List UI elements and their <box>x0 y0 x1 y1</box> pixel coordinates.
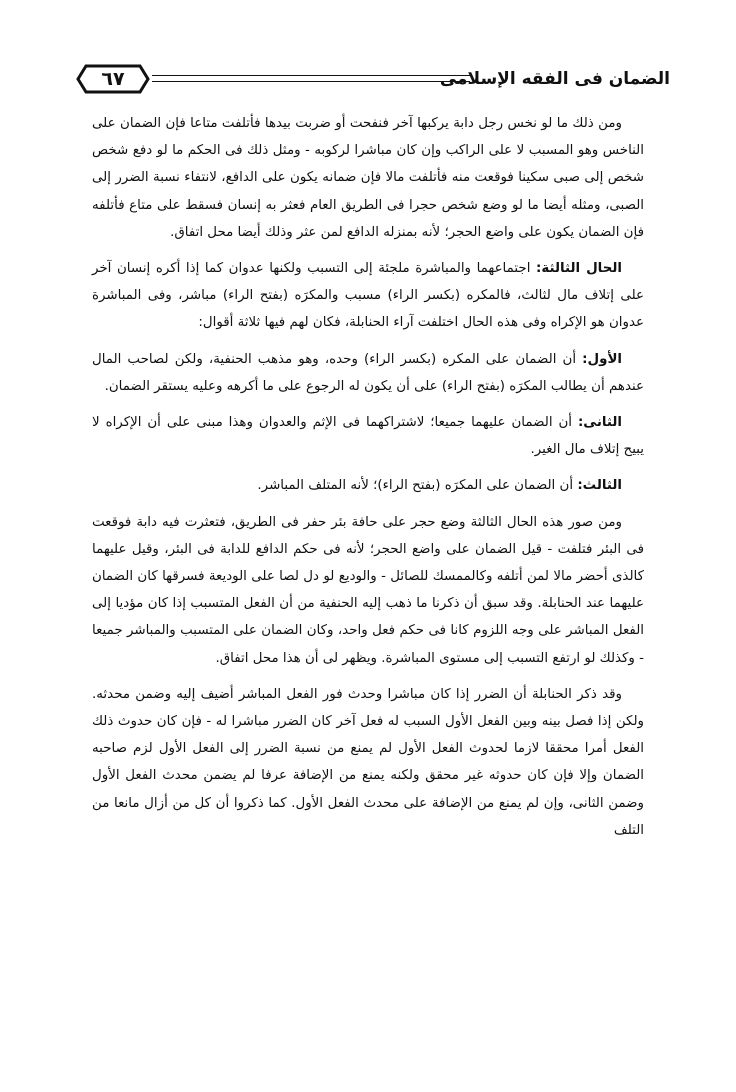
paragraph-text: ومن ذلك ما لو نخس رجل دابة يركبها آخر فنفحت أو ضربت بيدها فأتلفت متاعا فإن الضمان على الناخس وهو المسبب لا على الراكب وإن كان مباشرا لركوبه - ومثل ذلك فى الحكم ما لو دفع شخص شخص إلى صبى سكينا فوقعت منه فأتلفت مالا فإن ضمانه يكون على الدافع، لانتفاء نسبة الضرر إلى الصبى، ومثله أيضا ما لو وضع شخص حجرا فى الطريق العام فعثر به إنسان فسقط على متاع فأتلفه فإن الضمان يكون على واضع الحجر؛ لأنه بمنزله الدافع لمن عثر وذلك أيضا محل اتفاق. <box>92 116 644 240</box>
paragraph-1 <box>92 110 644 246</box>
paragraph-3 <box>92 346 644 400</box>
paragraph-6 <box>92 509 644 672</box>
paragraph-lead: الثانى: <box>577 415 622 431</box>
paragraph-text: وقد ذكر الحنابلة أن الضرر إذا كان مباشرا وحدث فور الفعل المباشر أضيف إليه وضمن محدثه. ولكن إذا فصل بينه وبين الفعل الأول السبب له فعل آخر كان الضرر مباشرا له - فإن كان حدوث ذلك الفعل أمرا محققا لازما لحدوث الفعل الأول لم يمنع من نسبة الضرر إلى الفعل الأول لزم صاحبه الضمان وإلا فإن كان حدوثه غير محقق ولكنه يمنع من الإضافة عرفا لم يضمن محدث الفعل الأول وضمن الثانى، وإن لم يمنع من الإضافة على محدث الفعل الأول. كما ذكروا أن كل من أزال مانعا من التلف <box>92 686 644 838</box>
paragraph-lead: الحال الثالثة: <box>536 261 622 277</box>
paragraph-5 <box>92 472 644 499</box>
header-title: الضمان فى الفقه الإسلامى <box>439 69 670 89</box>
paragraph-text: أن الضمان على المكره (بكسر الراء) وحده، وهو مذهب الحنفية، ولكن لصاحب المال عندهم أن يطالب المكرَه (بفتح الراء) على أن يكون له الرجوع على ما أكرهه وعليه يستقر الضمان. <box>92 351 644 394</box>
paragraph-7 <box>92 681 644 844</box>
paragraph-text: أن الضمان على المكرَه (بفتح الراء)؛ لأنه المتلف المباشر. <box>257 478 578 494</box>
running-header <box>76 63 670 99</box>
paragraph-4 <box>92 409 644 463</box>
paragraph-lead: الأول: <box>582 351 622 367</box>
paragraph-lead: الثالث: <box>577 478 622 494</box>
paragraph-text: اجتماعهما والمباشرة ملجئة إلى التسبب ولكنها عدوان كما إذا أكره إنسان آخر على إتلاف مال لثالث، فالمكره (بكسر الراء) مسبب والمكرَه (بفتح الراء) مباشر، وفى المباشرة عدوان هو الإكراه وفى هذه الحال اختلفت آراء الحنابلة، فكان لهم فيها ثلاثة أقوال: <box>92 261 644 331</box>
page-number-frame <box>76 63 150 95</box>
paragraph-text: ومن صور هذه الحال الثالثة وضع حجر على حافة بئر حفر فى الطريق، فتعثرت فيه دابة فوقعت فى البئر فتلفت - قيل الضمان على واضع الحجر؛ لأنه فى حكم الدافع للدابة فى البئر، وقيل عليهما كالذى أحضر مالا لمن أتلفه وكالممسك للصائل - والوديع لو دل لصا على الوديعة فسرقها كان الضمان عليهما عند الحنابلة. وقد سبق أن ذكرنا ما ذهب إليه الحنفية من أن الفعل المتسبب إذا كان مؤديا إلى الفعل المباشر على وجه اللزوم كانا فى حكم فعل واحد، وكان الضمان على المتسبب والمباشر جميعا - وكذلك لو ارتفع التسبب إلى مستوى المباشرة. ويظهر لى أن هذا محل اتفاق. <box>92 514 644 666</box>
header-double-rule <box>152 75 470 85</box>
paragraph-text: أن الضمان عليهما جميعا؛ لاشتراكهما فى الإثم والعدوان وهذا مبنى على أن الإكراه لا يبيح إتلاف مال الغير. <box>92 415 644 458</box>
page-number: ٦٧ <box>101 68 125 90</box>
paragraph-2 <box>92 255 644 337</box>
body-text <box>92 110 644 853</box>
